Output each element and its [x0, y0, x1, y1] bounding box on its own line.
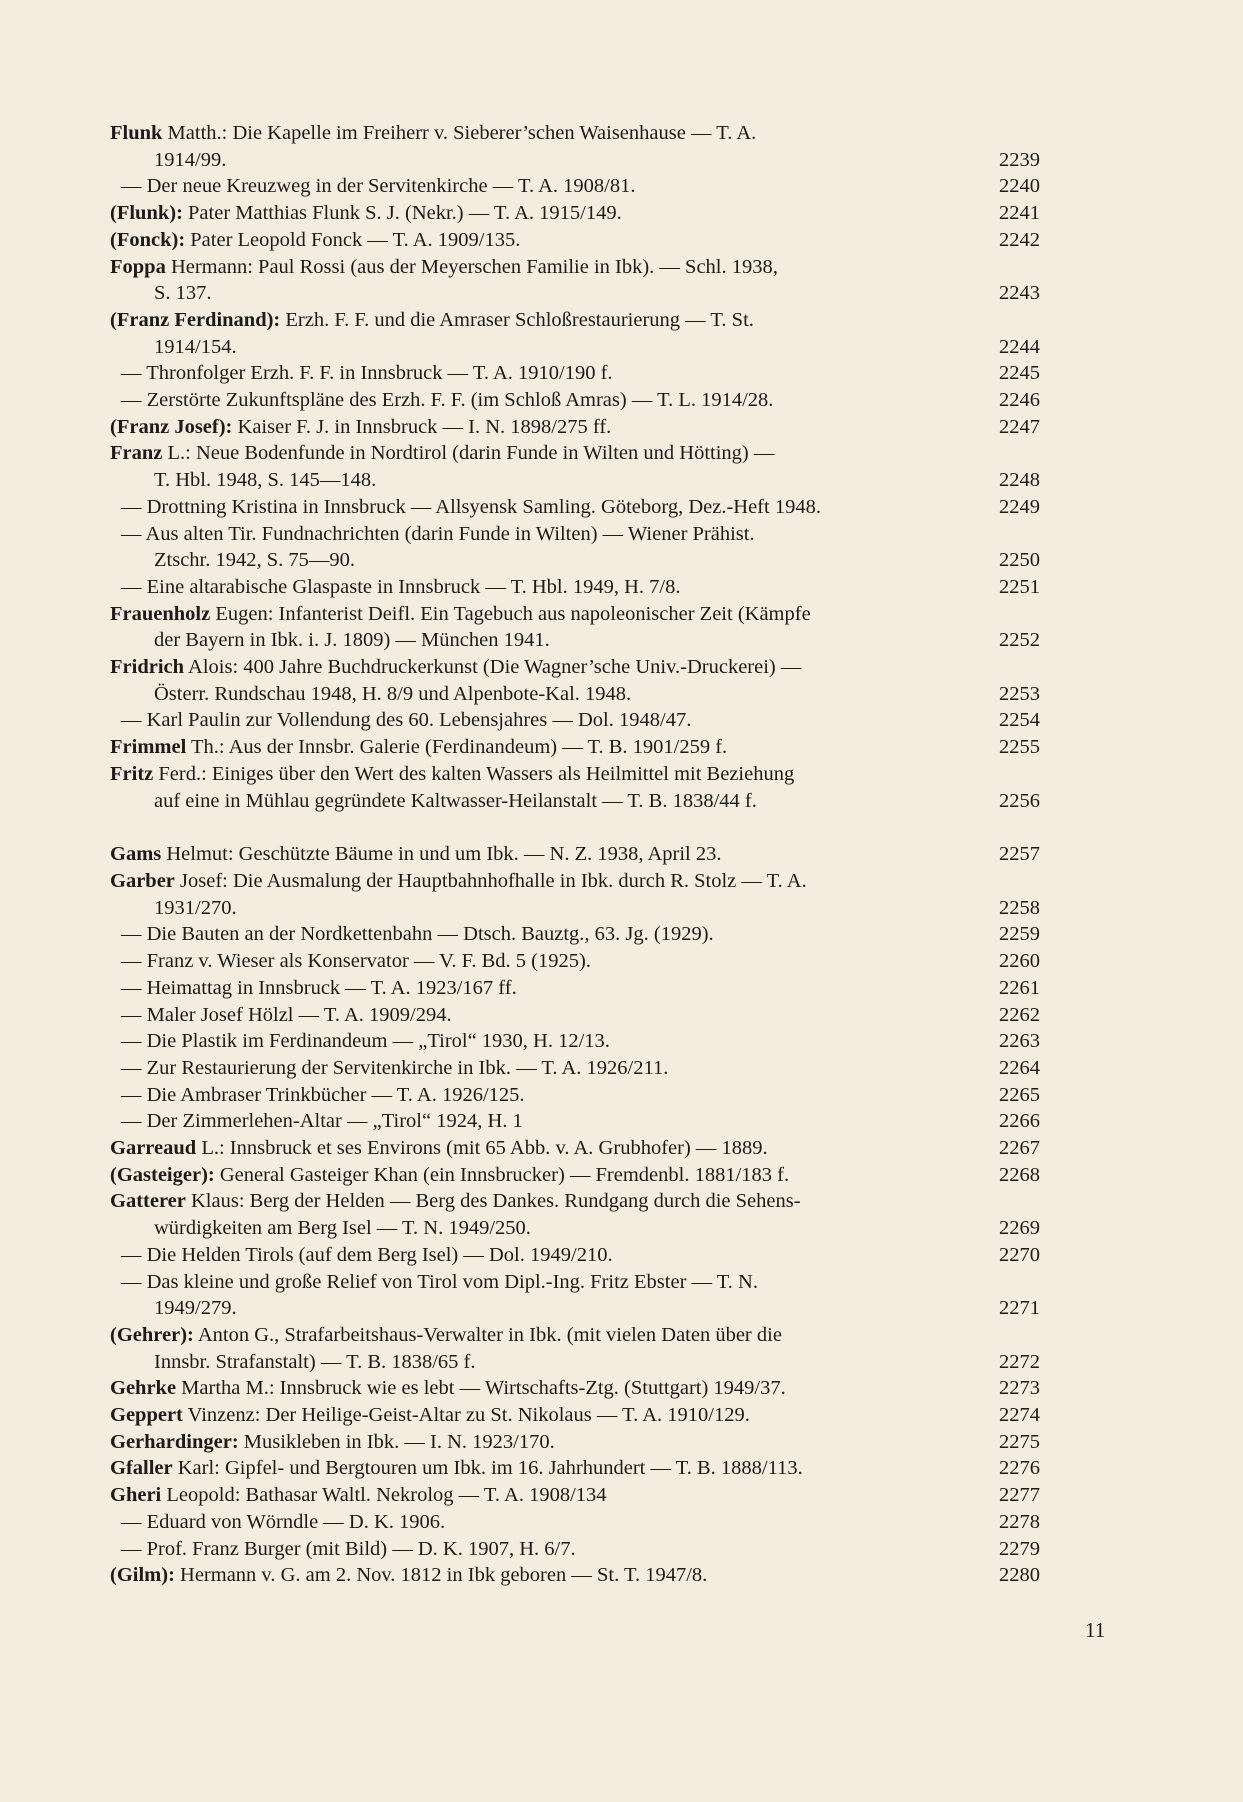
entry-text: — Heimattag in Innsbruck — T. A. 1923/167 ff.: [121, 976, 517, 999]
entry-author: (Fonck):: [110, 228, 186, 251]
bibliography-entry: [110, 387, 1040, 414]
entry-first-line: [110, 387, 1040, 414]
bibliography-entry: [110, 1455, 1040, 1482]
entry-number: 2251: [999, 575, 1040, 598]
entry-continuation-line: [110, 334, 1040, 361]
entry-first-line: [110, 173, 1040, 200]
entry-text: Leopold: Bathasar Waltl. Nekrolog — T. A. 1908/134: [166, 1484, 607, 1507]
bibliography-entry: [110, 227, 1040, 254]
entry-number: 2249: [999, 495, 1040, 518]
entry-number: 2261: [999, 976, 1040, 999]
entry-text: Österr. Rundschau 1948, H. 8/9 und Alpenbote-Kal. 1948.: [154, 682, 632, 705]
entry-number: 2245: [999, 362, 1040, 385]
bibliography-entry: [110, 1055, 1040, 1082]
bibliography-entry: [110, 1242, 1040, 1269]
entry-first-line: [110, 1002, 1040, 1029]
entry-first-line: [110, 574, 1040, 601]
bibliography-entry: [110, 1402, 1040, 1429]
entry-text: S. 137.: [154, 282, 212, 305]
entry-first-line: [110, 1242, 1040, 1269]
entry-text: Innsbr. Strafanstalt) — T. B. 1838/65 f.: [154, 1350, 476, 1373]
entry-number: 2260: [999, 950, 1040, 973]
entry-author: (Franz Josef):: [110, 415, 233, 438]
bibliography-entry: [110, 1482, 1040, 1509]
entry-text: L.: Neue Bodenfunde in Nordtirol (darin Funde in Wilten und Hötting) —: [167, 442, 775, 465]
entry-number: 2267: [999, 1137, 1040, 1160]
entry-first-line: [110, 975, 1040, 1002]
entry-first-line: [110, 948, 1040, 975]
entry-text: T. Hbl. 1948, S. 145—148.: [154, 469, 377, 492]
bibliography-entry: [110, 601, 1040, 654]
entry-number: 2239: [999, 148, 1040, 171]
entry-author: Franz: [110, 442, 163, 465]
entry-number: 2242: [999, 228, 1040, 251]
entry-text: Helmut: Geschützte Bäume in und um Ibk. — N. Z. 1938, April 23.: [166, 843, 722, 866]
entry-text: 1914/99.: [154, 148, 227, 171]
entry-first-line: [110, 1455, 1040, 1482]
entry-author: Geppert: [110, 1404, 183, 1427]
entry-text: Eugen: Infanterist Deifl. Ein Tagebuch aus napoleonischer Zeit (Kämpfe: [215, 602, 811, 625]
entry-first-line: [110, 1108, 1040, 1135]
entry-author: Garber: [110, 869, 175, 892]
entry-text: — Drottning Kristina in Innsbruck — Allsyensk Samling. Göteborg, Dez.-Heft 1948.: [121, 495, 821, 518]
entry-number: 2248: [999, 469, 1040, 492]
entry-first-line: [110, 601, 1040, 628]
entry-first-line: [110, 1375, 1040, 1402]
entry-author: Fridrich: [110, 656, 185, 679]
entry-text: der Bayern in Ibk. i. J. 1809) — München 1941.: [154, 629, 550, 652]
entry-first-line: [110, 1482, 1040, 1509]
entry-author: (Franz Ferdinand):: [110, 308, 281, 331]
entry-text: würdigkeiten am Berg Isel — T. N. 1949/250.: [154, 1217, 531, 1240]
entry-text: — Zerstörte Zukunftspläne des Erzh. F. F. (im Schloß Amras) — T. L. 1914/28.: [121, 389, 774, 412]
entry-number: 2266: [999, 1110, 1040, 1133]
entry-text: Pater Matthias Flunk S. J. (Nekr.) — T. A. 1915/149.: [188, 202, 622, 225]
bibliography-entry: [110, 440, 1040, 493]
bibliography-entry: [110, 1509, 1040, 1536]
entry-first-line: [110, 1269, 1040, 1296]
entry-author: (Gilm):: [110, 1564, 175, 1587]
bibliography-entry: [110, 1322, 1040, 1375]
entry-text: — Zur Restaurierung der Servitenkirche in Ibk. — T. A. 1926/211.: [121, 1056, 669, 1079]
entry-continuation-line: [110, 681, 1040, 708]
entry-text: Musikleben in Ibk. — I. N. 1923/170.: [243, 1430, 555, 1453]
entry-number: 2246: [999, 389, 1040, 412]
entry-text: Karl: Gipfel- und Bergtouren um Ibk. im 16. Jahrhundert — T. B. 1888/113.: [177, 1457, 803, 1480]
entry-first-line: [110, 1322, 1040, 1349]
entry-first-line: [110, 654, 1040, 681]
entry-number: 2275: [999, 1430, 1040, 1453]
entry-text: 1914/154.: [154, 335, 237, 358]
entry-number: 2273: [999, 1377, 1040, 1400]
entry-number: 2268: [999, 1163, 1040, 1186]
bibliography-entry: [110, 841, 1040, 868]
entry-number: 2272: [999, 1350, 1040, 1373]
bibliography-entry: [110, 360, 1040, 387]
entry-number: 2264: [999, 1056, 1040, 1079]
bibliography-entry: [110, 1028, 1040, 1055]
entry-author: Gerhardinger:: [110, 1430, 239, 1453]
entry-text: Pater Leopold Fonck — T. A. 1909/135.: [190, 228, 521, 251]
bibliography-entry: [110, 707, 1040, 734]
entry-text: Hermann: Paul Rossi (aus der Meyerschen Familie in Ibk). — Schl. 1938,: [170, 255, 778, 278]
entry-text: — Eduard von Wörndle — D. K. 1906.: [121, 1510, 446, 1533]
entry-first-line: [110, 1055, 1040, 1082]
bibliography-entry: [110, 1562, 1040, 1589]
entry-text: — Die Bauten an der Nordkettenbahn — Dtsch. Bauztg., 63. Jg. (1929).: [121, 923, 714, 946]
entry-text: General Gasteiger Khan (ein Innsbrucker) — Fremdenbl. 1881/183 f.: [219, 1163, 790, 1186]
entry-text: Martha M.: Innsbruck wie es lebt — Wirtschafts-Ztg. (Stuttgart) 1949/37.: [181, 1377, 786, 1400]
bibliography-entry: [110, 1188, 1040, 1241]
entry-continuation-line: [110, 1295, 1040, 1322]
bibliography-entry: [110, 975, 1040, 1002]
bibliography-entry: [110, 921, 1040, 948]
entry-number: 2243: [999, 282, 1040, 305]
entry-text: Ferd.: Einiges über den Wert des kalten Wassers als Heilmittel mit Beziehung: [158, 762, 795, 785]
entry-continuation-line: [110, 895, 1040, 922]
entry-text: Josef: Die Ausmalung der Hauptbahnhofhalle in Ibk. durch R. Stolz — T. A.: [180, 869, 807, 892]
entry-text: Kaiser F. J. in Innsbruck — I. N. 1898/275 ff.: [237, 415, 612, 438]
entry-text: — Karl Paulin zur Vollendung des 60. Lebensjahres — Dol. 1948/47.: [121, 709, 692, 732]
entry-number: 2265: [999, 1083, 1040, 1106]
bibliography-entry: [110, 948, 1040, 975]
entry-text: — Prof. Franz Burger (mit Bild) — D. K. 1907, H. 6/7.: [121, 1537, 576, 1560]
entry-text: Alois: 400 Jahre Buchdruckerkunst (Die Wagner’sche Univ.-Druckerei) —: [188, 656, 802, 679]
entry-number: 2253: [999, 682, 1040, 705]
bibliography-entry: [110, 494, 1040, 521]
entry-number: 2255: [999, 736, 1040, 759]
entry-text: — Das kleine und große Relief von Tirol vom Dipl.-Ing. Fritz Ebster — T. N.: [121, 1270, 758, 1293]
entry-first-line: [110, 1509, 1040, 1536]
entry-number: 2280: [999, 1564, 1040, 1587]
entry-continuation-line: [110, 788, 1040, 815]
bibliography-entry: [110, 654, 1040, 707]
entry-number: 2278: [999, 1510, 1040, 1533]
entry-first-line: [110, 921, 1040, 948]
entry-text: Matth.: Die Kapelle im Freiherr v. Sieberer’schen Waisenhause — T. A.: [167, 122, 757, 144]
entry-text: — Eine altarabische Glaspaste in Innsbruck — T. Hbl. 1949, H. 7/8.: [121, 575, 681, 598]
entry-first-line: [110, 841, 1040, 868]
entry-text: — Aus alten Tir. Fundnachrichten (darin Funde in Wilten) — Wiener Prähist.: [121, 522, 755, 545]
bibliography-entry: [110, 414, 1040, 441]
entry-author: Gfaller: [110, 1457, 173, 1480]
bibliography-entry: [110, 1269, 1040, 1322]
entry-number: 2247: [999, 415, 1040, 438]
entry-number: 2244: [999, 335, 1040, 358]
bibliography-entry: [110, 574, 1040, 601]
entry-text: — Der Zimmerlehen-Altar — „Tirol“ 1924, H. 1: [121, 1110, 523, 1133]
entry-continuation-line: [110, 467, 1040, 494]
entry-text: auf eine in Mühlau gegründete Kaltwasser-Heilanstalt — T. B. 1838/44 f.: [154, 789, 757, 812]
bibliography-entry: [110, 200, 1040, 227]
bibliography-entry: [110, 120, 1040, 173]
bibliography-entry: [110, 1002, 1040, 1029]
entry-number: 2262: [999, 1003, 1040, 1026]
entry-text: — Die Ambraser Trinkbücher — T. A. 1926/125.: [121, 1083, 525, 1106]
bibliography-entry: [110, 1536, 1040, 1563]
entry-text: 1931/270.: [154, 896, 237, 919]
bibliography-entry: [110, 1375, 1040, 1402]
entry-number: 2241: [999, 202, 1040, 225]
entry-first-line: [110, 1429, 1040, 1456]
entry-author: Gams: [110, 843, 162, 866]
bibliography-entry: [110, 307, 1040, 360]
bibliography-entry: [110, 1162, 1040, 1189]
bibliography-entry: [110, 521, 1040, 574]
entry-author: Frimmel: [110, 736, 187, 759]
entry-first-line: [110, 414, 1040, 441]
section-gap: [110, 814, 1040, 841]
entry-text: Erzh. F. F. und die Amraser Schloßrestaurierung — T. St.: [285, 308, 754, 331]
entry-first-line: [110, 1562, 1040, 1589]
entry-number: 2271: [999, 1297, 1040, 1320]
entry-author: Fritz: [110, 762, 154, 785]
entry-text: Anton G., Strafarbeitshaus-Verwalter in Ibk. (mit vielen Daten über die: [197, 1323, 782, 1346]
entry-first-line: [110, 200, 1040, 227]
entry-first-line: [110, 1536, 1040, 1563]
entry-first-line: [110, 120, 1040, 147]
entry-number: 2254: [999, 709, 1040, 732]
entry-first-line: [110, 868, 1040, 895]
entry-author: Foppa: [110, 255, 166, 278]
entry-first-line: [110, 1028, 1040, 1055]
entry-first-line: [110, 227, 1040, 254]
entry-text: — Franz v. Wieser als Konservator — V. F. Bd. 5 (1925).: [121, 950, 591, 973]
entry-first-line: [110, 254, 1040, 281]
entry-number: 2276: [999, 1457, 1040, 1480]
entry-first-line: [110, 521, 1040, 548]
entry-author: (Flunk):: [110, 202, 183, 225]
entry-number: 2252: [999, 629, 1040, 652]
entry-number: 2250: [999, 549, 1040, 572]
bibliography-entry: [110, 1429, 1040, 1456]
entry-continuation-line: [110, 147, 1040, 174]
entry-number: 2256: [999, 789, 1040, 812]
entry-author: Frauenholz: [110, 602, 211, 625]
entry-text: — Maler Josef Hölzl — T. A. 1909/294.: [121, 1003, 452, 1026]
bibliography-entry: [110, 1082, 1040, 1109]
entry-number: 2240: [999, 175, 1040, 198]
bibliography-entry: [110, 173, 1040, 200]
bibliography-entry: [110, 868, 1040, 921]
bibliography-entry: [110, 254, 1040, 307]
entry-author: Flunk: [110, 122, 163, 144]
bibliography-entry: [110, 734, 1040, 761]
entry-first-line: [110, 707, 1040, 734]
entry-author: Gatterer: [110, 1190, 186, 1213]
entry-number: 2279: [999, 1537, 1040, 1560]
entry-first-line: [110, 761, 1040, 788]
entry-text: L.: Innsbruck et ses Environs (mit 65 Abb. v. A. Grubhofer) — 1889.: [201, 1137, 768, 1160]
entry-author: (Gasteiger):: [110, 1163, 215, 1186]
entry-first-line: [110, 734, 1040, 761]
entry-first-line: [110, 360, 1040, 387]
entry-text: Ztschr. 1942, S. 75—90.: [154, 549, 356, 572]
entry-first-line: [110, 1135, 1040, 1162]
page-number: 11: [1085, 1618, 1106, 1642]
bibliography-list: [110, 120, 1040, 1589]
entry-author: Garreaud: [110, 1137, 197, 1160]
entry-number: 2269: [999, 1217, 1040, 1240]
entry-text: — Der neue Kreuzweg in der Servitenkirche — T. A. 1908/81.: [121, 175, 636, 198]
entry-author: Gehrke: [110, 1377, 177, 1400]
entry-text: Klaus: Berg der Helden — Berg des Dankes. Rundgang durch die Sehens-: [191, 1190, 801, 1213]
entry-text: — Thronfolger Erzh. F. F. in Innsbruck — T. A. 1910/190 f.: [121, 362, 613, 385]
entry-number: 2259: [999, 923, 1040, 946]
entry-author: (Gehrer):: [110, 1323, 194, 1346]
entry-text: 1949/279.: [154, 1297, 237, 1320]
entry-first-line: [110, 1082, 1040, 1109]
entry-first-line: [110, 307, 1040, 334]
entry-continuation-line: [110, 1215, 1040, 1242]
entry-number: 2277: [999, 1484, 1040, 1507]
entry-continuation-line: [110, 627, 1040, 654]
entry-continuation-line: [110, 1349, 1040, 1376]
bibliography-entry: [110, 1108, 1040, 1135]
entry-continuation-line: [110, 547, 1040, 574]
entry-number: 2274: [999, 1404, 1040, 1427]
entry-number: 2270: [999, 1243, 1040, 1266]
entry-text: Hermann v. G. am 2. Nov. 1812 in Ibk geboren — St. T. 1947/8.: [180, 1564, 708, 1587]
entry-number: 2257: [999, 843, 1040, 866]
entry-number: 2258: [999, 896, 1040, 919]
entry-first-line: [110, 1188, 1040, 1215]
entry-author: Gheri: [110, 1484, 162, 1507]
entry-text: — Die Plastik im Ferdinandeum — „Tirol“ 1930, H. 12/13.: [121, 1030, 610, 1053]
entry-text: Vinzenz: Der Heilige-Geist-Altar zu St. Nikolaus — T. A. 1910/129.: [187, 1404, 750, 1427]
entry-first-line: [110, 1162, 1040, 1189]
entry-continuation-line: [110, 280, 1040, 307]
entry-text: Th.: Aus der Innsbr. Galerie (Ferdinandeum) — T. B. 1901/259 f.: [191, 736, 728, 759]
entry-first-line: [110, 1402, 1040, 1429]
entry-first-line: [110, 494, 1040, 521]
entry-number: 2263: [999, 1030, 1040, 1053]
bibliography-entry: [110, 761, 1040, 814]
entry-first-line: [110, 440, 1040, 467]
entry-text: — Die Helden Tirols (auf dem Berg Isel) — Dol. 1949/210.: [121, 1243, 613, 1266]
bibliography-entry: [110, 1135, 1040, 1162]
